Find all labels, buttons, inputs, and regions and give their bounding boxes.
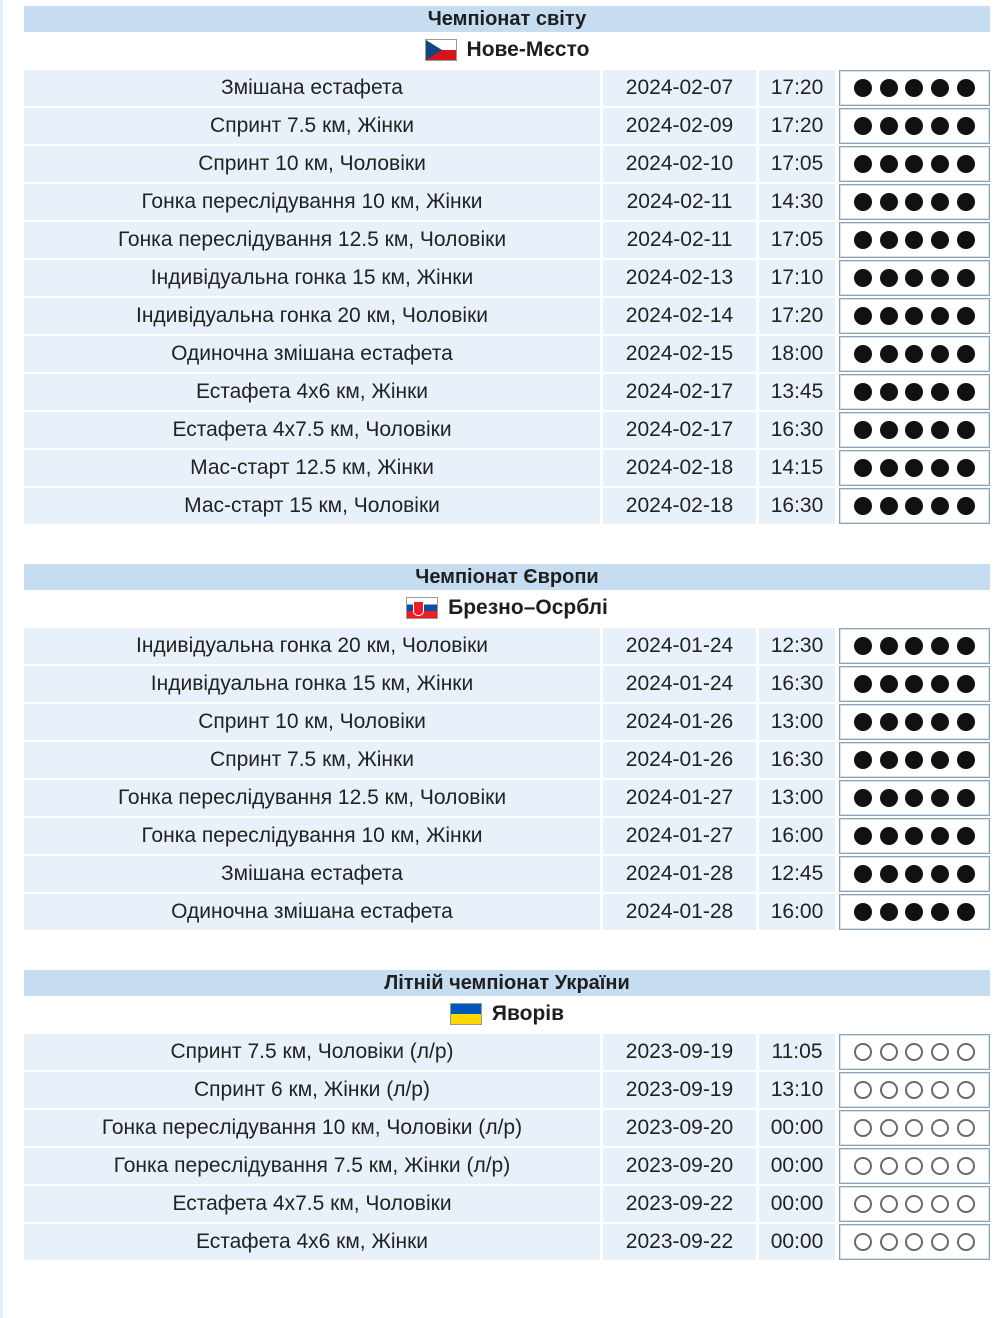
- race-row[interactable]: [24, 374, 990, 410]
- race-row[interactable]: [24, 488, 990, 524]
- shooting-indicator[interactable]: [839, 1110, 990, 1146]
- race-date: 2024-02-07: [603, 70, 756, 106]
- race-time: 16:30: [759, 412, 835, 448]
- filled-circle-icon: [905, 155, 923, 173]
- empty-circle-icon: [880, 1119, 898, 1137]
- shooting-indicator[interactable]: [839, 412, 990, 448]
- filled-circle-icon: [880, 459, 898, 477]
- filled-circle-icon: [854, 903, 872, 921]
- filled-circle-icon: [905, 713, 923, 731]
- filled-circle-icon: [854, 497, 872, 515]
- race-time: 16:00: [759, 894, 835, 930]
- race-time: 17:20: [759, 70, 835, 106]
- czech-flag-icon: [425, 39, 457, 61]
- filled-circle-icon: [957, 903, 975, 921]
- empty-circle-icon: [854, 1081, 872, 1099]
- race-name[interactable]: Естафета 4х6 км, Жінки: [24, 374, 600, 410]
- race-row[interactable]: [24, 184, 990, 220]
- filled-circle-icon: [905, 79, 923, 97]
- competitions-page: [24, 6, 990, 1262]
- race-name[interactable]: Гонка переслідування 10 км, Жінки: [24, 818, 600, 854]
- filled-circle-icon: [931, 421, 949, 439]
- race-row[interactable]: [24, 412, 990, 448]
- filled-circle-icon: [931, 675, 949, 693]
- shooting-indicator[interactable]: [839, 298, 990, 334]
- race-name[interactable]: Гонка переслідування 7.5 км, Жінки (л/р): [24, 1148, 600, 1184]
- race-row[interactable]: [24, 70, 990, 106]
- slovakia-flag-icon: [406, 597, 438, 619]
- filled-circle-icon: [957, 117, 975, 135]
- shooting-indicator[interactable]: [839, 1186, 990, 1222]
- empty-circle-icon: [905, 1233, 923, 1251]
- race-name[interactable]: Індивідуальна гонка 15 км, Жінки: [24, 260, 600, 296]
- filled-circle-icon: [854, 751, 872, 769]
- championship-section: [24, 970, 990, 1260]
- race-date: 2024-02-11: [603, 222, 756, 258]
- race-date: 2024-02-09: [603, 108, 756, 144]
- filled-circle-icon: [905, 307, 923, 325]
- empty-circle-icon: [905, 1043, 923, 1061]
- race-date: 2023-09-22: [603, 1186, 756, 1222]
- race-time: 13:00: [759, 704, 835, 740]
- filled-circle-icon: [854, 117, 872, 135]
- race-name[interactable]: Одиночна змішана естафета: [24, 894, 600, 930]
- filled-circle-icon: [931, 117, 949, 135]
- empty-circle-icon: [880, 1233, 898, 1251]
- race-row[interactable]: [24, 818, 990, 854]
- filled-circle-icon: [931, 865, 949, 883]
- filled-circle-icon: [931, 345, 949, 363]
- filled-circle-icon: [854, 459, 872, 477]
- filled-circle-icon: [854, 789, 872, 807]
- venue-header: [24, 996, 990, 1032]
- filled-circle-icon: [854, 269, 872, 287]
- filled-circle-icon: [880, 751, 898, 769]
- filled-circle-icon: [905, 383, 923, 401]
- filled-circle-icon: [905, 751, 923, 769]
- filled-circle-icon: [880, 231, 898, 249]
- race-name[interactable]: Естафета 4х7.5 км, Чоловіки: [24, 1186, 600, 1222]
- shooting-indicator[interactable]: [839, 146, 990, 182]
- empty-circle-icon: [854, 1043, 872, 1061]
- filled-circle-icon: [905, 269, 923, 287]
- filled-circle-icon: [880, 117, 898, 135]
- filled-circle-icon: [957, 193, 975, 211]
- empty-circle-icon: [931, 1043, 949, 1061]
- empty-circle-icon: [931, 1081, 949, 1099]
- filled-circle-icon: [905, 497, 923, 515]
- filled-circle-icon: [854, 231, 872, 249]
- race-name[interactable]: Гонка переслідування 12.5 км, Чоловіки: [24, 222, 600, 258]
- filled-circle-icon: [957, 79, 975, 97]
- empty-circle-icon: [905, 1195, 923, 1213]
- filled-circle-icon: [880, 497, 898, 515]
- filled-circle-icon: [957, 497, 975, 515]
- filled-circle-icon: [880, 903, 898, 921]
- shooting-indicator[interactable]: [839, 1034, 990, 1070]
- race-name[interactable]: Гонка переслідування 10 км, Жінки: [24, 184, 600, 220]
- race-row[interactable]: [24, 894, 990, 930]
- race-row[interactable]: [24, 260, 990, 296]
- race-date: 2024-02-15: [603, 336, 756, 372]
- filled-circle-icon: [931, 383, 949, 401]
- race-row[interactable]: [24, 1148, 990, 1184]
- race-time: 17:05: [759, 222, 835, 258]
- race-name[interactable]: Естафета 4х7.5 км, Чоловіки: [24, 412, 600, 448]
- race-time: 00:00: [759, 1148, 835, 1184]
- shooting-indicator[interactable]: [839, 1224, 990, 1260]
- filled-circle-icon: [957, 713, 975, 731]
- race-date: 2024-01-24: [603, 666, 756, 702]
- filled-circle-icon: [931, 497, 949, 515]
- race-time: 11:05: [759, 1034, 835, 1070]
- filled-circle-icon: [905, 865, 923, 883]
- race-name[interactable]: Спринт 7.5 км, Жінки: [24, 742, 600, 778]
- race-row[interactable]: [24, 742, 990, 778]
- empty-circle-icon: [880, 1157, 898, 1175]
- filled-circle-icon: [905, 903, 923, 921]
- shooting-indicator[interactable]: [839, 70, 990, 106]
- race-time: 00:00: [759, 1186, 835, 1222]
- filled-circle-icon: [854, 345, 872, 363]
- race-row[interactable]: [24, 666, 990, 702]
- shooting-indicator[interactable]: [839, 336, 990, 372]
- race-name[interactable]: Гонка переслідування 12.5 км, Чоловіки: [24, 780, 600, 816]
- filled-circle-icon: [905, 827, 923, 845]
- race-date: 2024-01-26: [603, 742, 756, 778]
- filled-circle-icon: [931, 751, 949, 769]
- empty-circle-icon: [931, 1233, 949, 1251]
- filled-circle-icon: [905, 345, 923, 363]
- filled-circle-icon: [931, 789, 949, 807]
- filled-circle-icon: [931, 307, 949, 325]
- venue-name: Брезно–Осрблі: [448, 596, 608, 619]
- filled-circle-icon: [880, 79, 898, 97]
- empty-circle-icon: [905, 1119, 923, 1137]
- race-time: 14:15: [759, 450, 835, 486]
- filled-circle-icon: [931, 827, 949, 845]
- race-name[interactable]: Спринт 10 км, Чоловіки: [24, 146, 600, 182]
- race-date: 2024-02-14: [603, 298, 756, 334]
- empty-circle-icon: [880, 1195, 898, 1213]
- ukraine-flag-icon: [450, 1003, 482, 1025]
- filled-circle-icon: [854, 827, 872, 845]
- race-date: 2023-09-19: [603, 1034, 756, 1070]
- race-row[interactable]: [24, 1072, 990, 1108]
- filled-circle-icon: [931, 231, 949, 249]
- race-date: 2024-02-17: [603, 412, 756, 448]
- filled-circle-icon: [880, 675, 898, 693]
- race-date: 2024-01-27: [603, 818, 756, 854]
- filled-circle-icon: [880, 307, 898, 325]
- shooting-indicator[interactable]: [839, 780, 990, 816]
- filled-circle-icon: [905, 193, 923, 211]
- filled-circle-icon: [931, 713, 949, 731]
- filled-circle-icon: [957, 789, 975, 807]
- race-name[interactable]: Спринт 10 км, Чоловіки: [24, 704, 600, 740]
- championship-title: Чемпіонат Європи: [24, 564, 990, 590]
- race-name[interactable]: Змішана естафета: [24, 856, 600, 892]
- filled-circle-icon: [880, 269, 898, 287]
- empty-circle-icon: [957, 1119, 975, 1137]
- filled-circle-icon: [931, 79, 949, 97]
- shooting-indicator[interactable]: [839, 742, 990, 778]
- shooting-indicator[interactable]: [839, 108, 990, 144]
- shooting-indicator[interactable]: [839, 1072, 990, 1108]
- filled-circle-icon: [931, 903, 949, 921]
- race-date: 2023-09-22: [603, 1224, 756, 1260]
- shooting-indicator[interactable]: [839, 818, 990, 854]
- race-date: 2024-02-13: [603, 260, 756, 296]
- race-time: 00:00: [759, 1110, 835, 1146]
- shooting-indicator[interactable]: [839, 222, 990, 258]
- championship-title: Чемпіонат світу: [24, 6, 990, 32]
- filled-circle-icon: [931, 155, 949, 173]
- filled-circle-icon: [957, 307, 975, 325]
- filled-circle-icon: [854, 307, 872, 325]
- venue-header: [24, 32, 990, 68]
- race-row[interactable]: [24, 108, 990, 144]
- filled-circle-icon: [957, 155, 975, 173]
- filled-circle-icon: [931, 459, 949, 477]
- race-row[interactable]: [24, 856, 990, 892]
- race-row[interactable]: [24, 1186, 990, 1222]
- race-name[interactable]: Індивідуальна гонка 20 км, Чоловіки: [24, 628, 600, 664]
- empty-circle-icon: [931, 1195, 949, 1213]
- race-time: 17:20: [759, 298, 835, 334]
- empty-circle-icon: [957, 1043, 975, 1061]
- race-date: 2024-01-24: [603, 628, 756, 664]
- filled-circle-icon: [957, 827, 975, 845]
- race-time: 17:10: [759, 260, 835, 296]
- race-row[interactable]: [24, 222, 990, 258]
- empty-circle-icon: [957, 1195, 975, 1213]
- empty-circle-icon: [957, 1233, 975, 1251]
- race-row[interactable]: [24, 1224, 990, 1260]
- shooting-indicator[interactable]: [839, 260, 990, 296]
- race-date: 2024-02-10: [603, 146, 756, 182]
- race-name[interactable]: Мас-старт 15 км, Чоловіки: [24, 488, 600, 524]
- empty-circle-icon: [854, 1157, 872, 1175]
- empty-circle-icon: [905, 1157, 923, 1175]
- filled-circle-icon: [957, 269, 975, 287]
- filled-circle-icon: [957, 383, 975, 401]
- shooting-indicator[interactable]: [839, 1148, 990, 1184]
- filled-circle-icon: [905, 117, 923, 135]
- shooting-indicator[interactable]: [839, 628, 990, 664]
- race-name[interactable]: Одиночна змішана естафета: [24, 336, 600, 372]
- shooting-indicator[interactable]: [839, 374, 990, 410]
- filled-circle-icon: [854, 193, 872, 211]
- filled-circle-icon: [880, 827, 898, 845]
- race-row[interactable]: [24, 1110, 990, 1146]
- race-time: 18:00: [759, 336, 835, 372]
- race-time: 16:30: [759, 666, 835, 702]
- championship-section: [24, 564, 990, 930]
- filled-circle-icon: [854, 79, 872, 97]
- race-row[interactable]: [24, 146, 990, 182]
- filled-circle-icon: [854, 383, 872, 401]
- race-date: 2024-01-26: [603, 704, 756, 740]
- empty-circle-icon: [905, 1081, 923, 1099]
- race-row[interactable]: [24, 1034, 990, 1070]
- filled-circle-icon: [957, 231, 975, 249]
- race-row[interactable]: [24, 336, 990, 372]
- venue-name: Нове-Мєсто: [466, 38, 590, 61]
- race-date: 2023-09-20: [603, 1110, 756, 1146]
- empty-circle-icon: [931, 1157, 949, 1175]
- filled-circle-icon: [880, 865, 898, 883]
- race-name[interactable]: Спринт 7.5 км, Жінки: [24, 108, 600, 144]
- race-date: 2023-09-19: [603, 1072, 756, 1108]
- filled-circle-icon: [905, 421, 923, 439]
- venue-name: Яворів: [491, 1002, 565, 1025]
- filled-circle-icon: [957, 865, 975, 883]
- race-date: 2023-09-20: [603, 1148, 756, 1184]
- race-time: 17:05: [759, 146, 835, 182]
- championship-title: Літній чемпіонат України: [24, 970, 990, 996]
- empty-circle-icon: [854, 1119, 872, 1137]
- shooting-indicator[interactable]: [839, 450, 990, 486]
- empty-circle-icon: [880, 1043, 898, 1061]
- shooting-indicator[interactable]: [839, 666, 990, 702]
- race-name[interactable]: Гонка переслідування 10 км, Чоловіки (л/р): [24, 1110, 600, 1146]
- left-edge-rule: [0, 0, 3, 1318]
- empty-circle-icon: [957, 1081, 975, 1099]
- filled-circle-icon: [880, 345, 898, 363]
- race-time: 12:30: [759, 628, 835, 664]
- filled-circle-icon: [880, 637, 898, 655]
- race-name[interactable]: Індивідуальна гонка 15 км, Жінки: [24, 666, 600, 702]
- filled-circle-icon: [905, 459, 923, 477]
- filled-circle-icon: [854, 421, 872, 439]
- race-date: 2024-01-27: [603, 780, 756, 816]
- race-time: 13:00: [759, 780, 835, 816]
- race-time: 12:45: [759, 856, 835, 892]
- shooting-indicator[interactable]: [839, 184, 990, 220]
- filled-circle-icon: [880, 789, 898, 807]
- filled-circle-icon: [854, 865, 872, 883]
- empty-circle-icon: [957, 1157, 975, 1175]
- race-time: 13:45: [759, 374, 835, 410]
- filled-circle-icon: [957, 421, 975, 439]
- filled-circle-icon: [880, 383, 898, 401]
- filled-circle-icon: [931, 193, 949, 211]
- race-time: 16:30: [759, 742, 835, 778]
- empty-circle-icon: [854, 1195, 872, 1213]
- race-date: 2024-02-18: [603, 488, 756, 524]
- filled-circle-icon: [905, 675, 923, 693]
- race-date: 2024-02-17: [603, 374, 756, 410]
- section-spacer: [24, 932, 990, 970]
- race-name[interactable]: Спринт 7.5 км, Чоловіки (л/р): [24, 1034, 600, 1070]
- filled-circle-icon: [931, 637, 949, 655]
- filled-circle-icon: [854, 637, 872, 655]
- race-row[interactable]: [24, 298, 990, 334]
- filled-circle-icon: [905, 789, 923, 807]
- filled-circle-icon: [880, 193, 898, 211]
- shooting-indicator[interactable]: [839, 856, 990, 892]
- filled-circle-icon: [854, 155, 872, 173]
- shooting-indicator[interactable]: [839, 704, 990, 740]
- filled-circle-icon: [957, 675, 975, 693]
- race-name[interactable]: Естафета 4х6 км, Жінки: [24, 1224, 600, 1260]
- empty-circle-icon: [931, 1119, 949, 1137]
- filled-circle-icon: [880, 713, 898, 731]
- filled-circle-icon: [957, 751, 975, 769]
- race-time: 17:20: [759, 108, 835, 144]
- filled-circle-icon: [854, 675, 872, 693]
- filled-circle-icon: [957, 637, 975, 655]
- section-spacer: [24, 526, 990, 564]
- shooting-indicator[interactable]: [839, 488, 990, 524]
- shooting-indicator[interactable]: [839, 894, 990, 930]
- empty-circle-icon: [854, 1233, 872, 1251]
- race-name[interactable]: Спринт 6 км, Жінки (л/р): [24, 1072, 600, 1108]
- championship-section: [24, 6, 990, 524]
- race-time: 16:00: [759, 818, 835, 854]
- filled-circle-icon: [905, 637, 923, 655]
- race-row[interactable]: [24, 704, 990, 740]
- race-time: 00:00: [759, 1224, 835, 1260]
- filled-circle-icon: [957, 459, 975, 477]
- filled-circle-icon: [957, 345, 975, 363]
- race-row[interactable]: [24, 450, 990, 486]
- race-date: 2024-02-18: [603, 450, 756, 486]
- filled-circle-icon: [854, 713, 872, 731]
- race-name[interactable]: Індивідуальна гонка 20 км, Чоловіки: [24, 298, 600, 334]
- race-date: 2024-01-28: [603, 894, 756, 930]
- empty-circle-icon: [880, 1081, 898, 1099]
- filled-circle-icon: [905, 231, 923, 249]
- race-row[interactable]: [24, 780, 990, 816]
- race-time: 13:10: [759, 1072, 835, 1108]
- race-name[interactable]: Мас-старт 12.5 км, Жінки: [24, 450, 600, 486]
- venue-header: [24, 590, 990, 626]
- filled-circle-icon: [880, 155, 898, 173]
- filled-circle-icon: [880, 421, 898, 439]
- race-time: 16:30: [759, 488, 835, 524]
- filled-circle-icon: [931, 269, 949, 287]
- race-date: 2024-01-28: [603, 856, 756, 892]
- race-row[interactable]: [24, 628, 990, 664]
- race-date: 2024-02-11: [603, 184, 756, 220]
- race-name[interactable]: Змішана естафета: [24, 70, 600, 106]
- race-time: 14:30: [759, 184, 835, 220]
